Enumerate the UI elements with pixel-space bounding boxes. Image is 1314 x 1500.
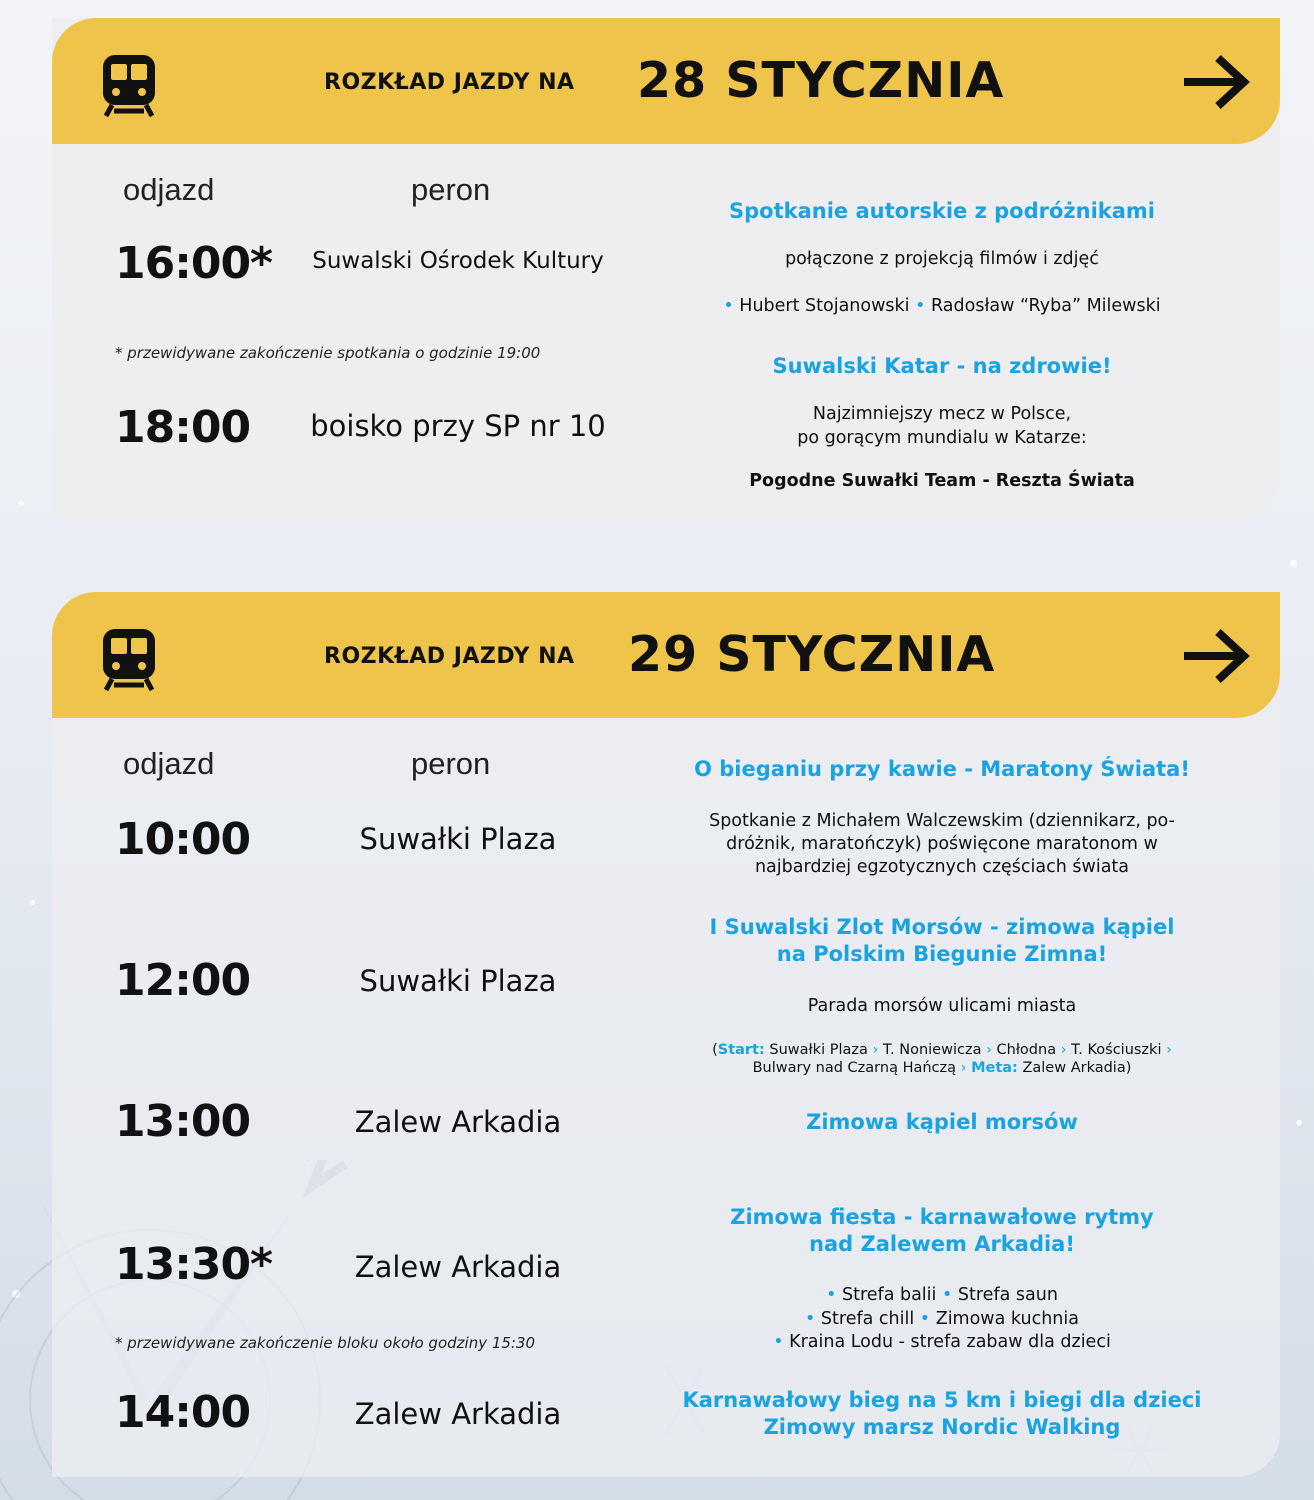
guest-name: Hubert Stojanowski [739,296,910,316]
guest-name: Radosław “Ryba” Milewski [931,296,1161,316]
zone-item: Strefa balii [841,1285,937,1305]
event-title: nad Zalewem Arkadia! [809,1232,1075,1256]
event-title: Spotkanie autorskie z podróżnikami [728,199,1156,223]
event-title: Karnawałowy bieg na 5 km i biegi dla dzieci [682,1388,1202,1412]
train-icon [100,627,158,691]
event-description: najbardziej egzotycznych częściach świata [754,857,1130,877]
route-stop: T. Noniewicza [882,1042,982,1058]
zone-list: • Strefa balii • Strefa saun [826,1285,1058,1305]
match-teams: Pogodne Suwałki Team - Reszta Świata [749,471,1135,491]
footnote: * przewidywane zakończenie bloku około godziny 15:30 [115,1334,536,1352]
zone-item: Strefa chill [820,1309,915,1329]
route-stop: Bulwary nad Czarną Hańczą [752,1060,957,1076]
route-meta-label: Meta: [971,1060,1018,1076]
event-subtitle: połączone z projekcją filmów i zdjęć [785,249,1099,269]
platform-name: Zalew Arkadia [354,1250,562,1284]
snow-dot [18,500,24,506]
route-stop: Chłodna [996,1042,1057,1058]
event-title: I Suwalski Zlot Morsów - zimowa kąpiel [709,915,1175,939]
platform-name: Suwalski Ośrodek Kultury [312,248,604,274]
event-title: Zimowy marsz Nordic Walking [763,1415,1121,1439]
column-header-platform: peron [411,172,491,207]
schedule-banner [52,18,1280,144]
event-description: dróżnik, maratończyk) poświęcone maratonom w [726,834,1158,854]
event-description: Najzimniejszy mecz w Polsce, [812,404,1072,424]
departure-time: 12:00 [115,955,251,1006]
arrow-right-icon[interactable] [1182,54,1250,110]
bullet-icon: • [723,296,734,316]
event-description: po gorącym mundialu w Katarze: [797,428,1087,448]
event-subtitle: Parada morsów ulicami miasta [807,996,1077,1016]
banner-date: 29 STYCZNIA [628,626,996,683]
banner-label: ROZKŁAD JAZDY NA [324,70,575,95]
schedule-banner [52,592,1280,718]
event-description: Spotkanie z Michałem Walczewskim (dziennikarz, po- [709,811,1175,831]
parade-route: (Start: Suwałki Plaza › T. Noniewicza › Chłodna › T. Kościuszki › [712,1042,1172,1058]
footnote: * przewidywane zakończenie spotkania o godzinie 19:00 [115,344,541,362]
event-title: na Polskim Biegunie Zimna! [776,942,1108,966]
departure-time: 10:00 [115,814,251,865]
snow-dot [1290,560,1297,567]
zone-list: • Strefa chill • Zimowa kuchnia [805,1309,1079,1329]
zone-item: Zimowa kuchnia [935,1309,1079,1329]
departure-time: 16:00* [115,238,273,289]
platform-name: Suwałki Plaza [359,964,557,998]
banner-label: ROZKŁAD JAZDY NA [324,644,575,669]
zone-list: • Kraina Lodu - strefa zabaw dla dzieci [773,1332,1111,1352]
event-title: Suwalski Katar - na zdrowie! [772,354,1112,378]
platform-name: boisko przy SP nr 10 [310,409,606,443]
event-guests [662,295,1222,318]
column-header-departure: odjazd [123,746,215,781]
route-stop: T. Kościuszki [1071,1042,1162,1058]
snow-dot [30,900,35,905]
route-start-label: Start: [717,1042,765,1058]
departure-time: 13:00 [115,1096,251,1147]
column-header-departure: odjazd [123,172,215,207]
platform-name: Suwałki Plaza [359,822,557,856]
column-header-platform: peron [411,746,491,781]
zone-item: Strefa saun [957,1285,1058,1305]
platform-name: Zalew Arkadia [354,1105,562,1139]
platform-name: Zalew Arkadia [354,1397,562,1431]
departure-time: 14:00 [115,1387,251,1438]
route-stop: Zalew Arkadia [1022,1060,1126,1076]
parade-route: Bulwary nad Czarną Hańczą › Meta: Zalew Arkadia) [752,1060,1132,1076]
train-icon [100,53,158,117]
departure-time: 18:00 [115,402,251,453]
banner-date: 28 STYCZNIA [637,52,1005,109]
event-title: O bieganiu przy kawie - Maratony Świata! [694,757,1190,781]
departure-time: 13:30* [115,1239,273,1290]
snow-dot [1296,1120,1302,1126]
schedule-card-day1 [52,18,1280,520]
zone-item: Kraina Lodu - strefa zabaw dla dzieci [789,1332,1111,1352]
event-title: Zimowa fiesta - karnawałowe rytmy [730,1205,1154,1229]
arrow-right-icon[interactable] [1182,628,1250,684]
bullet-icon: • [915,296,926,316]
schedule-card-day2 [52,592,1280,1477]
event-title: Zimowa kąpiel morsów [806,1110,1078,1134]
route-stop: Suwałki Plaza [769,1042,868,1058]
